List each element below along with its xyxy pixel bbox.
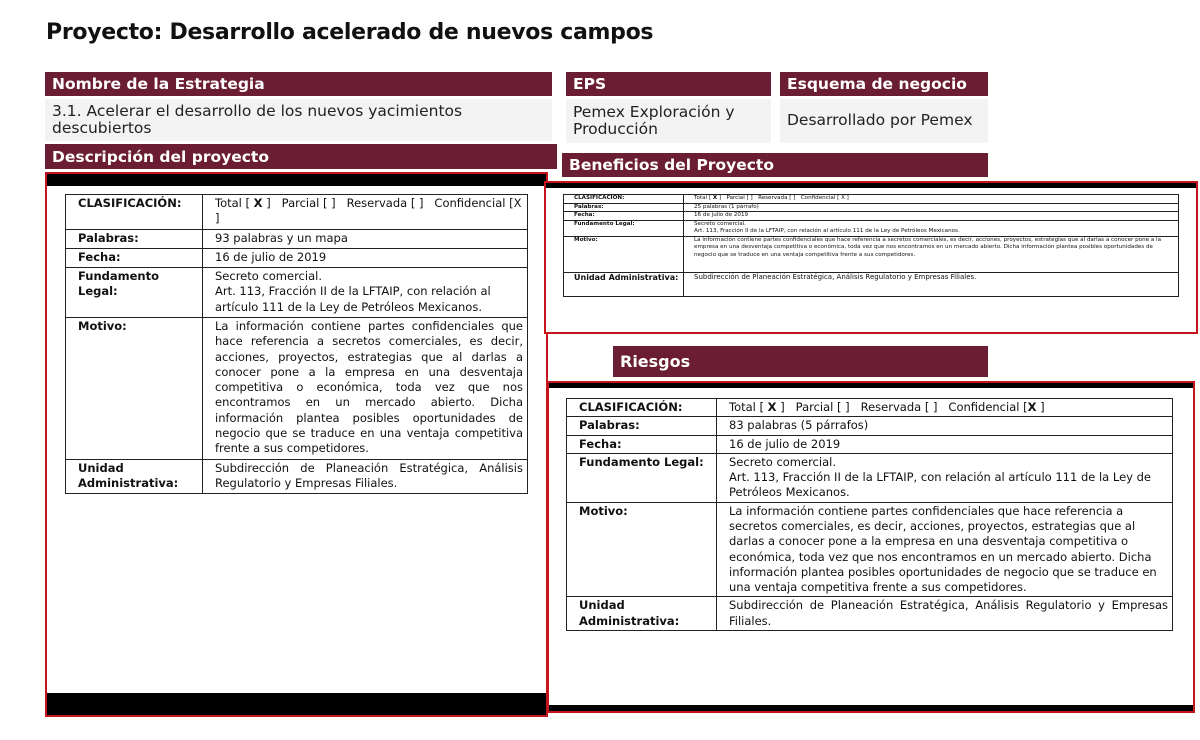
eps-value <box>566 99 771 143</box>
palabras-value: 83 palabras (5 párrafos) <box>717 417 1173 435</box>
eps-value-line2: Producción <box>573 120 658 138</box>
classification-value: Total [ X ] Parcial [ ] Reservada [ ] Confidencial [ X ] <box>684 195 1179 204</box>
business-value: Desarrollado por Pemex <box>780 99 988 143</box>
table-row <box>567 435 1173 453</box>
table-row <box>564 195 1179 204</box>
label-fecha: Fecha: <box>567 435 717 453</box>
business-header: Esquema de negocio <box>780 72 988 96</box>
risks-classification-table <box>566 398 1173 631</box>
benefits-card <box>544 181 1198 334</box>
eps-header: EPS <box>566 72 771 96</box>
table-row <box>66 229 528 248</box>
motivo-value: La información contiene partes confidenciales que hace referencia a secretos comerciales, es decir, acciones, proyectos, estrategias que al darlas a conocer pone a la empresa en una desventaja competitiva o económica, toda vez que nos encontramos en un mercado abierto. Dicha información plantea posibles oportunidades de negocio que se traduce en una ventaja competitiva frente a sus competidores. <box>684 236 1179 272</box>
label-clasificacion: CLASIFICACIÓN: <box>564 195 684 204</box>
description-classification-table <box>65 194 528 494</box>
table-row <box>564 220 1179 236</box>
label-unidad: Unidad Administrativa: <box>564 272 684 296</box>
label-fecha: Fecha: <box>66 248 203 267</box>
strategy-value: 3.1. Acelerar el desarrollo de los nuevos yacimientos descubiertos <box>45 99 552 141</box>
page-title: Proyecto: Desarrollo acelerado de nuevos campos <box>46 20 654 45</box>
fecha-value: 16 de julio de 2019 <box>203 248 528 267</box>
strategy-header: Nombre de la Estrategia <box>45 72 552 96</box>
unidad-value: Subdirección de Planeación Estratégica, Análisis Regulatorio y Empresas Filiales. <box>203 459 528 494</box>
card-bottom-bar <box>549 705 1193 711</box>
unidad-value: Subdirección de Planeación Estratégica, Análisis Regulatorio y Empresas Filiales. <box>717 597 1173 631</box>
table-row <box>564 212 1179 221</box>
benefits-header: Beneficios del Proyecto <box>562 153 988 177</box>
classification-value: Total [ X ] Parcial [ ] Reservada [ ] Confidencial [X ] <box>717 399 1173 417</box>
label-motivo: Motivo: <box>567 502 717 597</box>
label-palabras: Palabras: <box>66 229 203 248</box>
fecha-value: 16 de julio de 2019 <box>684 212 1179 221</box>
description-card <box>45 172 548 717</box>
table-row <box>66 317 528 459</box>
motivo-value: La información contiene partes confidenciales que hace referencia a secretos comerciales, es decir, acciones, proyectos, estrategias que al darlas a conocer pone a la empresa en una desventaja competitiva o económica, toda vez que nos encontramos en un mercado abierto. Dicha información plantea posibles oportunidades de negocio que se traduce en una ventaja competitiva frente a sus competidores. <box>717 502 1173 597</box>
classification-value: Total [ X ] Parcial [ ] Reservada [ ] Confidencial [X ] <box>203 195 528 230</box>
table-row <box>66 248 528 267</box>
table-row <box>564 272 1179 296</box>
label-fecha: Fecha: <box>564 212 684 221</box>
fundamento-value: Secreto comercial. Art. 113, Fracción II de la LFTAIP, con relación al artículo 111 de la Ley de Petróleos Mexicanos. <box>684 220 1179 236</box>
motivo-value: La información contiene partes confidenciales que hace referencia a secretos comerciales, es decir, acciones, proyectos, estrategias que al darlas a conocer pone a la empresa en una desventaja competitiva o económica, toda vez que nos encontramos en un mercado abierto. Dicha información plantea posibles oportunidades de negocio que se traduce en una ventaja competitiva frente a sus competidores. <box>203 317 528 459</box>
unidad-value: Subdirección de Planeación Estratégica, Análisis Regulatorio y Empresas Filiales. <box>684 272 1179 296</box>
label-fundamento: Fundamento Legal: <box>66 268 203 318</box>
label-palabras: Palabras: <box>564 203 684 212</box>
benefits-classification-table <box>563 194 1179 297</box>
eps-value-line1: Pemex Exploración y <box>573 102 735 121</box>
palabras-value: 93 palabras y un mapa <box>203 229 528 248</box>
fundamento-value: Secreto comercial. Art. 113, Fracción II de la LFTAIP, con relación al artículo 111 de la Ley de Petróleos Mexicanos. <box>203 268 528 318</box>
fecha-value: 16 de julio de 2019 <box>717 435 1173 453</box>
label-clasificacion: CLASIFICACIÓN: <box>567 399 717 417</box>
table-row <box>567 417 1173 435</box>
card-top-bar <box>47 174 546 186</box>
label-fundamento: Fundamento Legal: <box>567 453 717 502</box>
table-row <box>567 399 1173 417</box>
card-bottom-bar <box>47 693 546 715</box>
table-row <box>66 268 528 318</box>
table-row <box>567 502 1173 597</box>
fundamento-value: Secreto comercial. Art. 113, Fracción II de la LFTAIP, con relación al artículo 111 de la Ley de Petróleos Mexicanos. <box>717 453 1173 502</box>
description-header: Descripción del proyecto <box>45 144 557 169</box>
table-row <box>564 203 1179 212</box>
label-palabras: Palabras: <box>567 417 717 435</box>
table-row <box>66 459 528 494</box>
label-unidad: Unidad Administrativa: <box>66 459 203 494</box>
table-row <box>66 195 528 230</box>
label-motivo: Motivo: <box>66 317 203 459</box>
label-clasificacion: CLASIFICACIÓN: <box>66 195 203 230</box>
palabras-value: 25 palabras (1 párrafo) <box>684 203 1179 212</box>
table-row <box>564 236 1179 272</box>
label-motivo: Motivo: <box>564 236 684 272</box>
label-unidad: Unidad Administrativa: <box>567 597 717 631</box>
table-row <box>567 453 1173 502</box>
risks-header: Riesgos <box>613 346 988 377</box>
label-fundamento: Fundamento Legal: <box>564 220 684 236</box>
risks-card <box>547 381 1195 713</box>
table-row <box>567 597 1173 631</box>
